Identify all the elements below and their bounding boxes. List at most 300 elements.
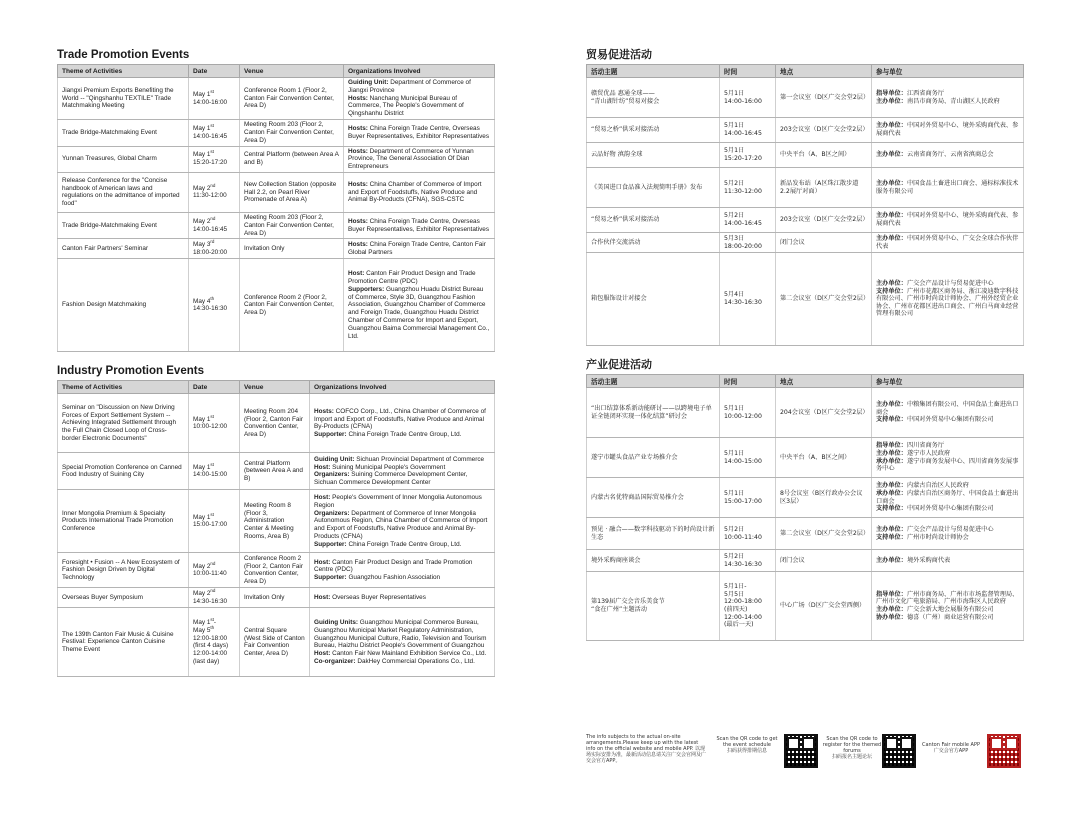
event-venue: Invitation Only	[240, 588, 310, 608]
table-row	[587, 143, 1024, 168]
organization-role: 指导单位：	[876, 89, 907, 97]
industry-events-table-cn	[586, 374, 1024, 641]
organization-names: 南昌市商务局、青山湖区人民政府	[906, 97, 1000, 105]
footer	[586, 734, 1023, 770]
organization-role: 主办单位：	[876, 401, 907, 409]
event-organizations	[872, 233, 1024, 253]
event-organizations	[310, 453, 495, 490]
organization-role: 主办单位：	[876, 179, 907, 187]
event-date	[189, 146, 240, 172]
organization-names: 内蒙古自治区商务厅、中国食品土畜进出口商会	[876, 489, 1019, 505]
event-organizations	[310, 553, 495, 588]
event-date	[189, 453, 240, 490]
event-theme: Foresight • Fusion -- A New Ecosystem of Fashion Design Driven by Digital Technology	[58, 553, 189, 588]
qr-code-schedule-icon[interactable]	[784, 734, 818, 768]
organization-names: Sichuan Provincial Department of Commerce	[354, 455, 485, 463]
organization-names: 江西省商务厅	[906, 89, 945, 97]
trade-promotion-title: Trade Promotion Events	[57, 49, 190, 61]
event-venue: 8号会议室（B区行政办公会议区3层）	[776, 478, 872, 518]
event-date: 5月1日 14:00-16:00	[720, 78, 776, 118]
event-theme: The 139th Canton Fair Music & Cuisine Festival: Experience Canton Cuisine Theme Event	[58, 608, 189, 677]
organization-role: 主办单位：	[876, 212, 907, 220]
organization-names: 中国对外贸易中心、境外采购商代表、参展商代表	[876, 212, 1019, 227]
event-date-suffix: st	[210, 511, 214, 517]
table-row	[58, 212, 495, 238]
event-date: 5月1日 14:00-15:00	[720, 438, 776, 478]
organization-names: People's Government of Inner Mongolia Autonomous Region	[314, 494, 482, 509]
event-venue: 中心广场（D区广交会堂西侧）	[776, 572, 872, 641]
organization-line	[348, 286, 490, 341]
organization-names: China Foreign Trade Centre, Overseas Buyer Representatives, Exhibitor Representatives	[348, 217, 490, 233]
organization-names: 广州市时尚设计师协会	[906, 533, 969, 541]
organization-line	[876, 490, 1019, 505]
organization-names: Suining Commerce Development Center, Sichuan Commerce Development Center	[314, 471, 468, 487]
header-theme: Theme of Activities	[58, 381, 189, 394]
qr-schedule-caption-cn: 扫码获得排期信息	[726, 748, 767, 755]
organization-line	[314, 510, 490, 541]
event-organizations	[872, 118, 1024, 143]
event-theme: “贸易之桥”供采对接活动	[587, 208, 720, 233]
table-row	[58, 394, 495, 453]
event-date-suffix: st	[210, 461, 214, 467]
organization-role: Guiding Unit:	[348, 79, 389, 86]
event-date: 5月1日 15:00-17:00	[720, 478, 776, 518]
event-organizations	[872, 572, 1024, 641]
event-venue: Conference Room 1 (Floor 2, Canton Fair Convention Center, Area D)	[240, 78, 344, 120]
organization-role: Host:	[314, 593, 331, 601]
organization-names: 遂宁市商务发展中心、四川省商务发展事务中心	[876, 457, 1019, 473]
organization-names: Department of Commerce of Yunnan Province, The General Association Of Dian Entrepreneurs	[348, 147, 474, 171]
organization-names: 德喜（广州）商业运营有限公司	[906, 613, 994, 621]
organization-line	[314, 494, 490, 510]
organization-role: 指导单位：	[876, 590, 907, 598]
organization-role: Hosts:	[348, 241, 368, 249]
organization-line	[314, 574, 490, 582]
organization-line	[314, 471, 490, 487]
organization-line	[314, 658, 490, 666]
organization-role: 支持单位：	[876, 416, 907, 424]
organization-names: COFCO Corp., Ltd., China Chamber of Commerce of Import and Export of Foodstuffs, Native Produce and Animal By-Products (CFNA)	[314, 407, 486, 431]
organization-role: 主办单位：	[876, 556, 907, 564]
table-row	[58, 78, 495, 120]
event-organizations	[310, 588, 495, 608]
event-organizations	[872, 208, 1024, 233]
organization-names: Nanchang Municipal Bureau of Commerce, The People's Government of Qingshanhu District	[348, 94, 464, 118]
organization-line	[348, 241, 490, 257]
organization-role: 主办单位：	[876, 449, 907, 457]
organization-line	[876, 212, 1019, 227]
event-venue: 第二会议室（D区广交会堂2层）	[776, 518, 872, 550]
table-row	[587, 118, 1024, 143]
event-theme: Canton Fair Partners' Seminar	[58, 239, 189, 259]
event-venue: Central Square (West Side of Canton Fair Convention Center, Area D)	[240, 608, 310, 677]
qr-forum-caption-en: Scan the QR code to register for the themed forums	[822, 736, 882, 755]
event-time: 14:00-15:00	[193, 471, 228, 479]
event-time: 10:00-12:00	[193, 423, 228, 431]
organization-names: 四川省商务厅	[906, 442, 945, 450]
event-time: 14:30-16:30	[193, 305, 228, 313]
event-organizations	[310, 608, 495, 677]
event-time: 18:00-20:00	[193, 248, 228, 256]
table-row	[587, 478, 1024, 518]
organization-line	[876, 288, 1019, 318]
organization-line	[876, 526, 1019, 534]
event-venue: 第二会议室（D区广交会堂2层）	[776, 253, 872, 346]
qr-forum-caption	[822, 736, 882, 760]
event-theme: 云品好物 滇韵全球	[587, 143, 720, 168]
event-venue: Central Platform (between Area A and B)	[240, 146, 344, 172]
event-date	[189, 239, 240, 259]
organization-role: 主办单位：	[876, 151, 907, 159]
header-venue: 地点	[776, 375, 872, 388]
event-time: 15:00-17:00	[193, 521, 228, 529]
organization-role: Host:	[314, 463, 331, 471]
qr-schedule-caption	[714, 736, 780, 754]
event-date-day: May 1	[193, 513, 211, 521]
table-row	[587, 572, 1024, 641]
event-date-suffix: st	[210, 88, 214, 94]
event-organizations	[872, 168, 1024, 208]
organization-names: China Foreign Trade Centre Group, Ltd.	[346, 431, 462, 439]
event-organizations	[872, 438, 1024, 478]
event-date	[189, 259, 240, 352]
app-caption	[920, 742, 982, 754]
organization-line	[314, 464, 490, 472]
organization-role: Co-organizer:	[314, 658, 356, 665]
event-venue: 中央平台（A、B区之间）	[776, 143, 872, 168]
organization-names: China Foreign Trade Centre Group, Ltd.	[346, 540, 462, 548]
organization-names: 广交会产品设计与贸易促进中心	[906, 525, 994, 533]
table-row	[58, 146, 495, 172]
organization-line	[876, 416, 1019, 424]
table-row	[58, 120, 495, 146]
event-organizations	[872, 143, 1024, 168]
event-date: 5月2日 14:00-16:45	[720, 208, 776, 233]
organization-line	[348, 148, 490, 171]
organization-names: Canton Fair Product Design and Trade Promotion Centre (PDC)	[348, 270, 476, 286]
event-organizations	[872, 388, 1024, 438]
organization-names: Guangzhou Municipal Commerce Bureau, Guangzhou Municipal Market Regulatory Administration, Guangzhou Municipal Culture, Radio, Television and Tourism Bureau, Haizhu District People's Government of Guangzhou	[314, 618, 487, 650]
table-row	[58, 553, 495, 588]
header-date: Date	[189, 65, 240, 78]
header-theme: 活动主题	[587, 65, 720, 78]
event-venue: Meeting Room 203 (Floor 2, Canton Fair Convention Center, Area D)	[240, 212, 344, 238]
organization-line	[314, 408, 490, 431]
organization-names: 中国对外贸易中心、境外采购商代表、参展商代表	[876, 122, 1019, 137]
organization-names: Guangzhou Fashion Association	[346, 574, 441, 582]
event-date-day: May 1	[193, 124, 211, 132]
organization-names: DakHey Commercial Operations Co., Ltd.	[355, 658, 475, 665]
organization-line	[876, 450, 1019, 458]
organization-role: Guiding Units:	[314, 618, 359, 626]
english-panel	[57, 46, 494, 677]
organization-role: Host:	[348, 270, 365, 278]
event-date: 5月1日- 5月5日 12:00-18:00 (前四天) 12:00-14:00 (最后一天)	[720, 572, 776, 641]
organization-role: 主办单位：	[876, 606, 907, 613]
organization-names: Guangzhou Huadu District Bureau of Commerce, Style 3D, Guangzhou Fashion Association, Guangzhou Chamber of Commerce and Foreign Trade, Guangzhou Huadu District Chamber of Commerce for Import and Export, Guangzhou Baima Commercial Management Co., Ltd.	[348, 285, 490, 340]
header-orgs: 参与单位	[872, 375, 1024, 388]
event-date-day: May 1	[193, 151, 211, 159]
event-date: 5月3日 18:00-20:00	[720, 233, 776, 253]
organization-line	[348, 218, 490, 234]
organization-line	[876, 534, 1019, 542]
header-venue: Venue	[240, 381, 310, 394]
organization-line	[876, 151, 1019, 159]
organization-line	[314, 541, 490, 549]
event-organizations	[344, 259, 495, 352]
table-header-row	[587, 65, 1024, 78]
event-date: 5月4日 14:30-16:30	[720, 253, 776, 346]
event-organizations	[872, 550, 1024, 572]
event-date-day: May 3	[193, 241, 211, 249]
organization-line	[876, 458, 1019, 473]
organization-names: 广交会产品设计与贸易促进中心	[906, 280, 994, 288]
organization-names: Overseas Buyer Representatives	[330, 593, 426, 601]
event-venue: Meeting Room 8 (Floor 3, Administration Center & Meeting Rooms, Area B)	[240, 490, 310, 553]
organization-role: 支持单位：	[876, 533, 907, 541]
table-row	[587, 168, 1024, 208]
event-venue: 204会议室（D区广交会堂2层）	[776, 388, 872, 438]
organization-role: Supporters:	[348, 285, 385, 293]
event-time: 14:00-16:00	[193, 98, 228, 106]
event-theme: 合作伙伴交流活动	[587, 233, 720, 253]
event-date-suffix: st	[210, 149, 214, 155]
qr-forum-caption-cn: 扫码报名主题论坛	[831, 754, 872, 761]
organization-line	[314, 650, 490, 658]
event-date-day: May 2	[193, 184, 211, 192]
organization-line	[876, 235, 1019, 250]
organization-line	[876, 442, 1019, 450]
organization-names: 云南省商务厅、云南省滇商总会	[906, 151, 994, 159]
event-date: 5月1日 14:00-16:45	[720, 118, 776, 143]
header-orgs: Organizations Involved	[310, 381, 495, 394]
header-date: Date	[189, 381, 240, 394]
table-row	[58, 259, 495, 352]
event-theme: Jiangxi Premium Exports Benefiting the World -- "Qingshanhu TEXTILE" Trade Matchmaking Meeting	[58, 78, 189, 120]
organization-line	[314, 594, 490, 602]
organization-role: Hosts:	[348, 124, 368, 132]
organization-line	[348, 270, 490, 286]
organization-line	[876, 122, 1019, 137]
organization-role: 支持单位：	[876, 287, 907, 295]
table-row	[587, 518, 1024, 550]
organization-role: Supporter:	[314, 431, 347, 439]
app-caption-cn: 广交会官方APP	[933, 748, 969, 755]
organization-role: Hosts:	[348, 147, 368, 155]
organization-names: 中国对外贸易中心、广交会全球合作伙伴代表	[876, 234, 1019, 250]
event-theme: Overseas Buyer Symposium	[58, 588, 189, 608]
event-date-day: May 1	[193, 463, 211, 471]
organization-names: Department of Commerce of Jiangxi Province	[348, 79, 471, 94]
table-row	[587, 438, 1024, 478]
qr-code-forum-icon[interactable]	[882, 734, 916, 768]
event-time: 14:00-16:45	[193, 132, 228, 140]
organization-names: 广州市商务局、广州市市场监督管理局、广州市文化广电旅游局、广州市海珠区人民政府	[876, 590, 1019, 606]
table-header-row	[58, 381, 495, 394]
organization-names: China Foreign Trade Centre, Overseas Buyer Representatives, Exhibitor Representatives	[348, 124, 490, 140]
event-theme: Inner Mongolia Premium & Specialty Products International Trade Promotion Conference	[58, 490, 189, 553]
event-date-suffix: nd	[210, 560, 216, 566]
event-venue: 203会议室（D区广交会堂2层）	[776, 118, 872, 143]
header-theme: Theme of Activities	[58, 65, 189, 78]
organization-names: Department of Commerce of Inner Mongolia Autonomous Region, China Chamber of Commerce of Import and Export of Foodstuffs, Native Produce and Animal By-Products (CFNA)	[314, 509, 488, 541]
organization-role: 主办单位：	[876, 97, 907, 105]
event-date-suffix: st	[210, 413, 214, 419]
organization-role: Hosts:	[348, 94, 368, 102]
event-date	[189, 490, 240, 553]
event-theme: Trade Bridge-Matchmaking Event	[58, 212, 189, 238]
organization-role: 指导单位：	[876, 442, 907, 450]
event-organizations	[310, 394, 495, 453]
event-venue: Invitation Only	[240, 239, 344, 259]
organization-role: Supporter:	[314, 540, 347, 548]
header-venue: 地点	[776, 65, 872, 78]
organization-line	[876, 482, 1019, 490]
organization-line	[348, 95, 490, 118]
organization-names: 境外采购商代表	[906, 556, 951, 564]
event-date-suffix: st	[210, 122, 214, 128]
event-date-suffix: st	[210, 616, 214, 622]
event-date-suffix-end: th	[210, 624, 215, 630]
organization-line	[314, 431, 490, 439]
organization-role: Organizers:	[314, 471, 350, 479]
header-date: 时间	[720, 65, 776, 78]
event-time: 15:20-17:20	[193, 159, 228, 167]
organization-names: 广交会新大地会展服务有限公司	[906, 606, 994, 613]
organization-line	[314, 619, 490, 650]
event-date-day: May 2	[193, 217, 211, 225]
organization-names: 中国食品土畜进出口商会、通标标准技术服务有限公司	[876, 179, 1019, 195]
qr-schedule-caption-en: Scan the QR code to get the event schedule	[716, 736, 778, 749]
table-header-row	[587, 375, 1024, 388]
event-date-day: May 2	[193, 590, 211, 598]
header-orgs: Organizations Involved	[344, 65, 495, 78]
organization-names: Suining Municipal People's Government	[330, 463, 446, 471]
header-theme: 活动主题	[587, 375, 720, 388]
event-theme: Special Promotion Conference on Canned Food Industry of Suining City	[58, 453, 189, 490]
trade-events-table	[57, 64, 495, 352]
organization-line	[314, 456, 490, 464]
organization-line	[876, 90, 1019, 98]
footer-note: The info subjects to the actual on-site arrangements.Please keep up with the latest info on the official website and mobile APP. 以现场实际安排为准，最新活动信息请关注广交会官网及广交会官方APP。	[586, 734, 707, 765]
event-date: 5月2日 11:30-12:00	[720, 168, 776, 208]
event-date-suffix: nd	[210, 587, 216, 593]
organization-line	[876, 505, 1019, 513]
header-venue: Venue	[240, 65, 344, 78]
organization-role: Host:	[314, 494, 331, 502]
organization-role: Hosts:	[314, 407, 334, 415]
event-date	[189, 588, 240, 608]
organization-role: Organizers:	[314, 509, 350, 517]
event-theme: 境外采购商座谈会	[587, 550, 720, 572]
organization-line	[314, 559, 490, 575]
event-date: 5月2日 10:00-11:40	[720, 518, 776, 550]
event-theme: 箱包服饰设计对接会	[587, 253, 720, 346]
event-date	[189, 78, 240, 120]
organization-role: Hosts:	[348, 217, 368, 225]
event-organizations	[872, 518, 1024, 550]
organization-role: 主办单位：	[876, 482, 907, 490]
event-organizations	[872, 253, 1024, 346]
event-venue: 中央平台（A、B区之间）	[776, 438, 872, 478]
event-venue: New Collection Station (opposite Hall 2.2, on Pearl River Promenade of Area A)	[240, 172, 344, 212]
event-organizations	[310, 490, 495, 553]
event-theme: 赣贸优品 惠通全球—— “青山湖针纺”贸易对接会	[587, 78, 720, 118]
event-date	[189, 553, 240, 588]
organization-names: 内蒙古自治区人民政府	[906, 482, 969, 490]
organization-line	[876, 401, 1019, 416]
organization-names: China Foreign Trade Centre, Canton Fair Global Partners	[348, 241, 486, 256]
event-theme: “出口结算体系新动能研讨——以跨境电子单证全链闭环实现一体化结算”研讨会	[587, 388, 720, 438]
event-date-day-end: - May 5	[193, 618, 217, 634]
organization-role: Supporter:	[314, 574, 347, 582]
header-date: 时间	[720, 375, 776, 388]
event-venue: Meeting Room 203 (Floor 2, Canton Fair Convention Center, Area D)	[240, 120, 344, 146]
qr-code-app-icon[interactable]	[987, 734, 1021, 768]
event-venue: 闭门会议	[776, 550, 872, 572]
organization-role: 主办单位：	[876, 122, 907, 130]
event-date	[189, 212, 240, 238]
event-organizations	[872, 478, 1024, 518]
organization-names: Canton Fair Product Design and Trade Promotion Centre (PDC)	[314, 558, 473, 574]
event-date-day: May 1	[193, 90, 211, 98]
organization-names: 中国对外贸易中心集团有限公司	[906, 416, 994, 424]
event-theme: 遂宁市罐头食品产业专场推介会	[587, 438, 720, 478]
organization-role: 承办单位：	[876, 457, 907, 465]
table-header-row	[58, 65, 495, 78]
organization-names: 广州市花都区商务局、浙江凌迪数字科技有限公司、广州市时尚设计师协会、广州外经贸企业协会、广州市花都区进出口商会、广州白马商业经营管理有限公司	[876, 287, 1019, 318]
organization-role: Hosts:	[348, 180, 368, 188]
event-time: 10:00-11:40	[193, 570, 227, 578]
event-organizations	[344, 120, 495, 146]
event-date-suffix: nd	[210, 182, 216, 188]
event-date-suffix: nd	[210, 215, 216, 221]
organization-line	[876, 280, 1019, 288]
table-row	[58, 608, 495, 677]
table-row	[587, 388, 1024, 438]
organization-line	[348, 79, 490, 95]
event-date-day: May 2	[193, 562, 211, 570]
table-row	[58, 453, 495, 490]
event-time: 14:30-16:30	[193, 597, 228, 605]
event-theme: Yunnan Treasures, Global Charm	[58, 146, 189, 172]
table-row	[58, 172, 495, 212]
event-theme: Trade Bridge-Matchmaking Event	[58, 120, 189, 146]
table-row	[587, 233, 1024, 253]
event-theme: “贸易之桥”供采对接活动	[587, 118, 720, 143]
event-date-day: May 1	[193, 618, 211, 626]
organization-names: Canton Fair New Mainland Exhibition Service Co., Ltd.	[330, 650, 487, 658]
organization-role: Guiding Unit:	[314, 455, 355, 463]
table-row	[587, 253, 1024, 346]
event-date: 5月1日 10:00-12:00	[720, 388, 776, 438]
event-organizations	[344, 172, 495, 212]
organization-line	[876, 557, 1019, 565]
organization-role: Host:	[314, 650, 331, 658]
organization-role: 承办单位：	[876, 489, 907, 497]
table-row	[58, 588, 495, 608]
event-venue: 闭门会议	[776, 233, 872, 253]
event-time: 12:00-18:00 (first 4 days) 12:00-14:00 (last day)	[193, 634, 229, 665]
organization-line	[348, 125, 490, 141]
organization-line	[876, 591, 1019, 606]
event-organizations	[872, 78, 1024, 118]
event-theme: Fashion Design Matchmaking	[58, 259, 189, 352]
organization-role: 主办单位：	[876, 525, 907, 533]
event-date-day: May 4	[193, 297, 211, 305]
event-time: 14:00-16:45	[193, 225, 228, 233]
organization-names: China Chamber of Commerce of Import and Export of Foodstuffs, Native Produce and Animal By-Products (CFNA), SGS-CSTC	[348, 180, 482, 204]
